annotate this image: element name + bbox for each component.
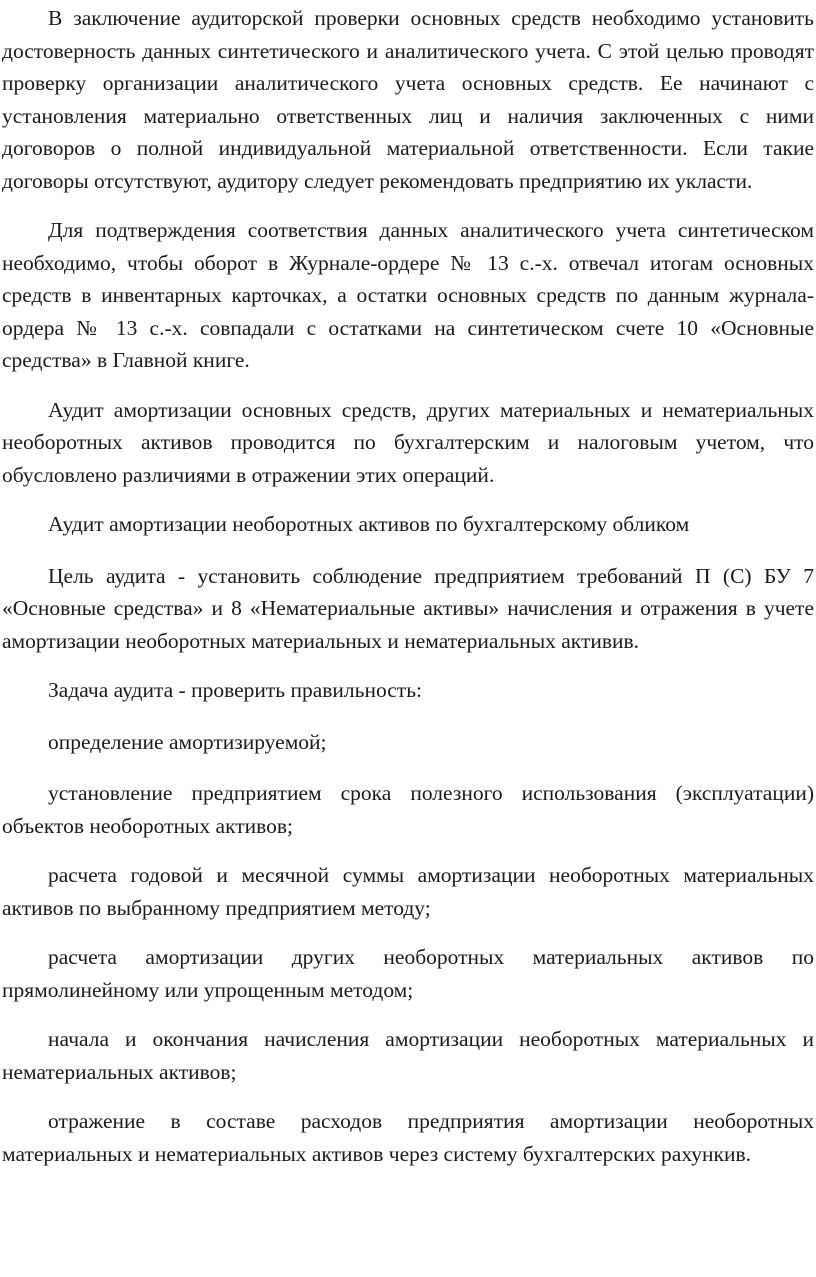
list-item-expense-reflection: отражение в составе расходов предприятия амортизации необоротных материальных и нематериальных активов через систему бухгалтерских рахункив. <box>2 1109 814 1166</box>
paragraph-depreciation-audit: Аудит амортизации основных средств, других материальных и нематериальных необоротных активов проводится по бухгалтерским и налоговым учетом, что обусловлено различиями в отражении этих операций. <box>2 397 814 487</box>
list-item-useful-life: установление предприятием срока полезного использования (эксплуатации) объектов необоротных активов; <box>2 781 814 838</box>
paragraph-analytical-synthetic-match: Для подтверждения соответствия данных аналитического учета синтетическом необходимо, чтобы оборот в Журнале-ордере № 13 с.-х. отвечал итогам основных средств в инвентарных карточках, а остатки основных средств по данным журнала-ордера № 13 с.-х. совпадали с остатками на синтетическом счете 10 «Основные средства» в Главной книге. <box>2 218 814 372</box>
list-item-straight-line-calc: расчета амортизации других необоротных материальных активов по прямолинейному или упрощенным методом; <box>2 945 814 1002</box>
paragraph-audit-conclusion: В заключение аудиторской проверки основных средств необходимо установить достоверность данных синтетического и аналитического учета. С этой целью проводят проверку организации аналитического учета основных средств. Ее начинают с установления материально ответственных лиц и наличия заключенных с ними договоров о полной индивидуальной материальной ответственности. Если такие договоры отсутствуют, аудитору следует рекомендовать предприятию их укласти. <box>2 6 814 193</box>
list-item-annual-monthly-calc: расчета годовой и месячной суммы амортизации необоротных материальных активов по выбранному предприятием методу; <box>2 863 814 920</box>
paragraph-audit-goal: Цель аудита - установить соблюдение предприятием требований П (С) БУ 7 «Основные средства» и 8 «Нематериальные активы» начисления и отражения в учете амортизации необоротных материальных и нематериальных активив. <box>2 563 814 653</box>
list-item-depreciable: определение амортизируемой; <box>48 729 327 754</box>
paragraph-section-heading: Аудит амортизации необоротных активов по бухгалтерскому обликом <box>48 512 690 536</box>
list-item-start-end-accrual: начала и окончания начисления амортизации необоротных материальных и нематериальных активов; <box>2 1027 814 1084</box>
paragraph-audit-task: Задача аудита - проверить правильность: <box>48 678 422 702</box>
